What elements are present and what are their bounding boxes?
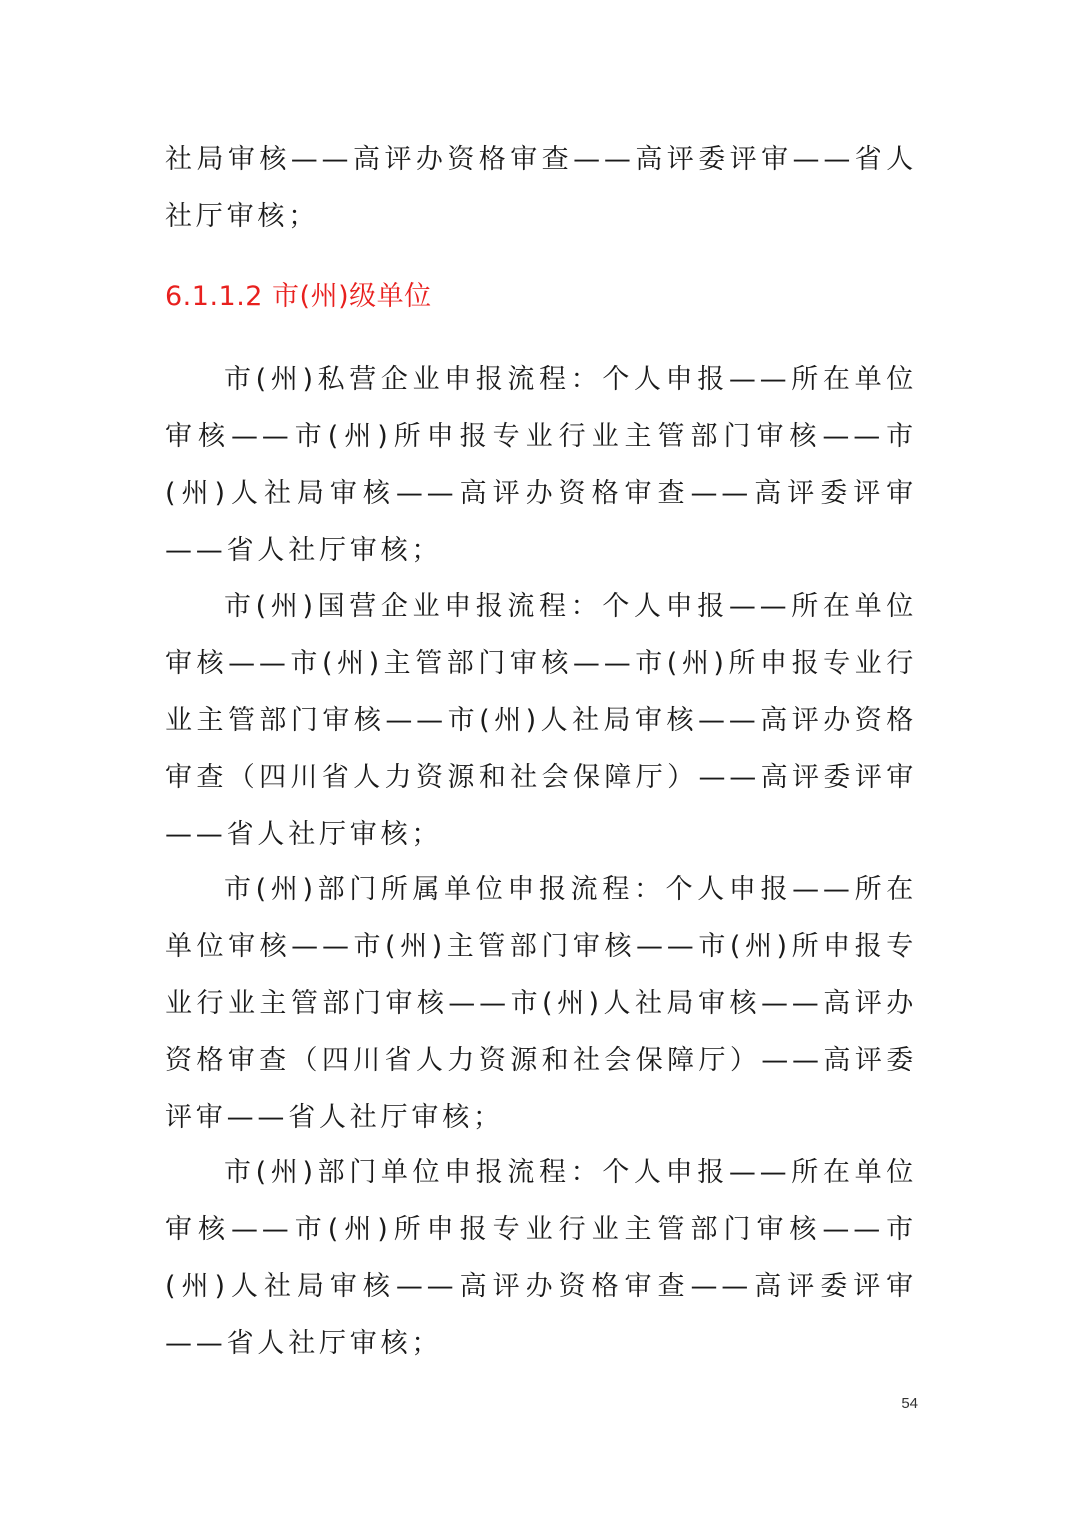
paragraph-department-unit: 市(州)部门单位申报流程：个人申报——所在单位审核——市(州)所申报专业行业主管部门审核——市(州)人社局审核——高评办资格审查——高评委评审——省人社厅审核； <box>165 1157 917 1359</box>
paragraph-private-enterprise: 市(州)私营企业申报流程：个人申报——所在单位审核——市(州)所申报专业行业主管部门审核——市(州)人社局审核——高评办资格审查——高评委评审——省人社厅审核； <box>165 364 917 566</box>
continuation-paragraph: 社局审核——高评办资格审查——高评委评审——省人社厅审核； <box>165 144 917 232</box>
page-number: 54 <box>901 1395 918 1412</box>
paragraph-department-affiliated-unit: 市(州)部门所属单位申报流程：个人申报——所在单位审核——市(州)主管部门审核——市(州)所申报专业行业主管部门审核——市(州)人社局审核——高评办资格审查（四川省人力资源和社会保障厅）——高评委评审——省人社厅审核； <box>165 874 917 1133</box>
paragraph-state-enterprise: 市(州)国营企业申报流程：个人申报——所在单位审核——市(州)主管部门审核——市(州)所申报专业行业主管部门审核——市(州)人社局审核——高评办资格审查（四川省人力资源和社会保障厅）——高评委评审——省人社厅审核； <box>165 591 917 850</box>
section-heading: 6.1.1.2 市(州)级单位 <box>165 281 432 312</box>
